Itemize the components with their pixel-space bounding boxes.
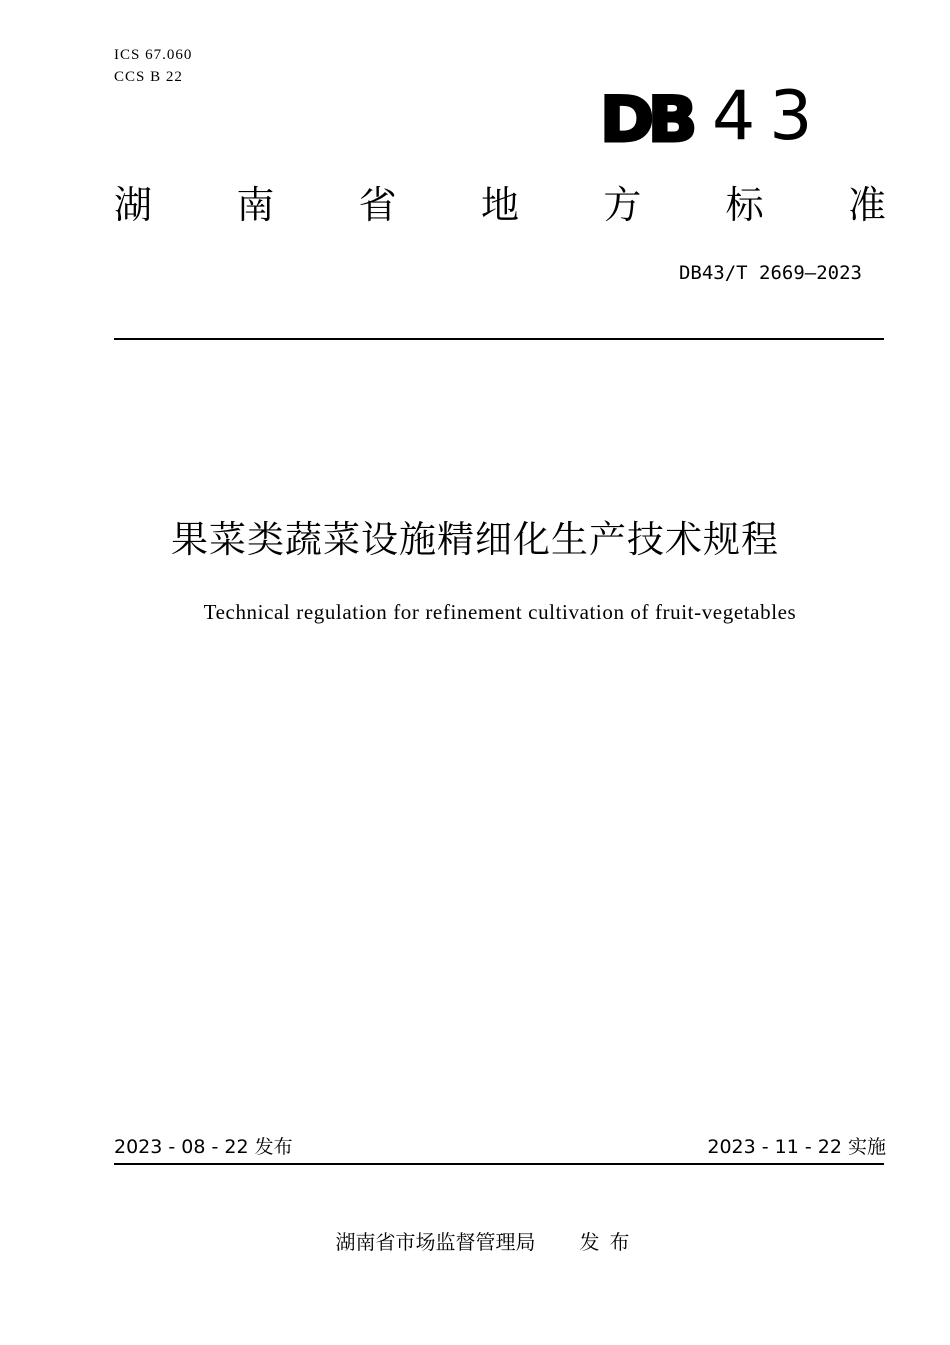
standard-type-char: 南: [236, 183, 275, 227]
publisher-action: 发布: [579, 1230, 640, 1254]
top-divider: [114, 338, 884, 340]
effective-date: 2023 - 11 - 22 实施: [707, 1136, 886, 1158]
standard-type-char: 准: [847, 183, 886, 227]
classification-codes: [114, 44, 192, 88]
title-english: Technical regulation for refinement cultivation of fruit-vegetables: [203, 600, 797, 624]
ccs-code: CCS B 22: [114, 69, 183, 85]
logo-db-mark: DB: [600, 83, 692, 156]
ics-code: ICS 67.060: [114, 47, 193, 63]
publisher-line: [0, 1228, 950, 1256]
standard-type-char: 方: [603, 183, 642, 227]
issue-date: 2023 - 08 - 22 发布: [114, 1136, 293, 1158]
standard-type-char: 标: [725, 183, 764, 227]
db43-logo: [600, 77, 827, 156]
title-chinese: 果菜类蔬菜设施精细化生产技术规程: [171, 518, 779, 561]
logo-province-code: 43: [712, 77, 827, 156]
standard-type-char: 湖: [114, 183, 153, 227]
standard-type-char: 省: [358, 183, 397, 227]
standard-type-heading: [114, 180, 886, 230]
standard-number: DB43/T 2669—2023: [678, 262, 862, 284]
publisher-name: 湖南省市场监督管理局: [335, 1230, 536, 1254]
standard-type-char: 地: [480, 183, 519, 227]
bottom-divider: [114, 1163, 884, 1165]
